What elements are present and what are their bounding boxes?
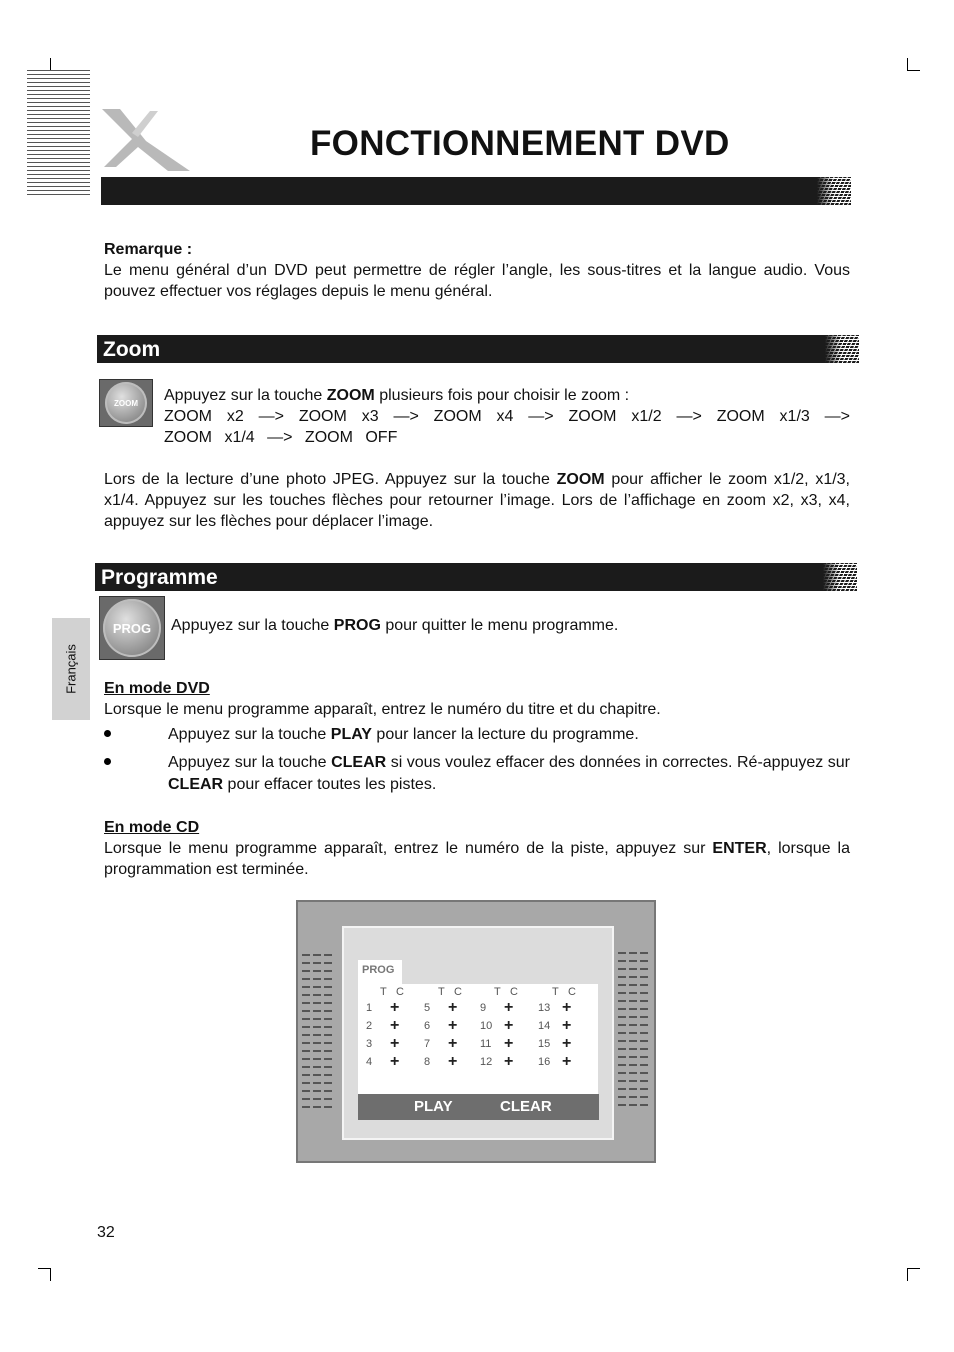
entry-cross-icon[interactable]: + — [562, 1017, 572, 1034]
tv-screen — [342, 926, 614, 1140]
dvd-mode-block — [104, 678, 850, 720]
grid-header-t: T — [438, 986, 445, 998]
crop-mark-bottom-right — [907, 1268, 920, 1281]
entry-cross-icon[interactable]: + — [448, 1053, 458, 1070]
track-number[interactable]: 7 — [424, 1038, 431, 1050]
grid-header-t: T — [494, 986, 501, 998]
cd-mode-text: Lorsque le menu programme apparaît, entrez le numéro de la piste, appuyez sur ENTER, lorsque la programmation est terminée. — [104, 840, 850, 878]
title-bar — [101, 177, 851, 205]
program-grid — [358, 984, 598, 1094]
dvd-mode-heading: En mode DVD — [104, 680, 210, 697]
entry-cross-icon[interactable]: + — [504, 1053, 514, 1070]
programme-heading-label: Programme — [101, 566, 218, 589]
entry-cross-icon[interactable]: + — [562, 999, 572, 1016]
grid-header-c: C — [396, 986, 404, 998]
bullet-play: Appuyez sur la touche PLAY pour lancer la lecture du programme. — [168, 726, 639, 743]
track-number[interactable]: 15 — [538, 1038, 551, 1050]
grid-header-c: C — [454, 986, 462, 998]
track-number[interactable]: 14 — [538, 1020, 551, 1032]
zoom-instructions: Appuyez sur la touche ZOOM plusieurs fois pour choisir le zoom : ZOOM x2 —> ZOOM x3 —> ZOOM x4 —> ZOOM x1/2 —> ZOOM x1/3 —> ZOOM x1/4 —> ZOOM OFF — [164, 387, 850, 446]
entry-cross-icon[interactable]: + — [504, 1035, 514, 1052]
track-number[interactable]: 16 — [538, 1056, 551, 1068]
track-number[interactable]: 2 — [366, 1020, 373, 1032]
crop-mark-top-right — [907, 58, 920, 71]
zoom-key: ZOOM — [326, 387, 375, 404]
screen-button-bar — [358, 1094, 599, 1120]
prog-button-icon — [99, 596, 165, 660]
remark-text: Le menu général d’un DVD peut permettre de régler l’angle, les sous-titres et la langue audio. Vous pouvez effectuer vos réglages depuis le menu général. — [104, 262, 850, 300]
screen-prog-tab: PROG — [358, 960, 402, 986]
program-screen-illustration — [296, 900, 656, 1163]
crop-mark-bottom-left — [38, 1268, 51, 1281]
cd-mode-block — [104, 817, 850, 880]
section-heading-zoom — [97, 335, 859, 363]
entry-cross-icon[interactable]: + — [448, 1035, 458, 1052]
language-side-tab: Français — [52, 618, 90, 720]
speaker-grille-left — [302, 954, 332, 1114]
track-number[interactable]: 1 — [366, 1002, 373, 1014]
screen-play-label: PLAY — [414, 1098, 453, 1115]
section-heading-programme — [95, 563, 857, 591]
entry-cross-icon[interactable]: + — [448, 1017, 458, 1034]
track-number[interactable]: 8 — [424, 1056, 431, 1068]
zoom-jpeg-paragraph: Lors de la lecture d’une photo JPEG. Appuyez sur la touche ZOOM pour afficher le zoom x1/2, x1/3, x1/4. Appuyez sur les touches flèches pour retourner l’image. Lors de l’affichage en zoom x2, x3, x4, appuyez sur les flèches pour déplacer l’image. — [104, 471, 851, 530]
dvd-mode-text: Lorsque le menu programme apparaît, entrez le numéro du titre et du chapitre. — [104, 701, 661, 718]
entry-cross-icon[interactable]: + — [390, 1017, 400, 1034]
cd-mode-heading: En mode CD — [104, 819, 200, 836]
entry-cross-icon[interactable]: + — [504, 1017, 514, 1034]
track-number[interactable]: 12 — [480, 1056, 493, 1068]
track-number[interactable]: 5 — [424, 1002, 431, 1014]
bullet-clear: Appuyez sur la touche CLEAR si vous voulez effacer des données in correctes. Ré-appuyez sur CLEAR pour effacer toutes les pistes. — [168, 754, 851, 793]
prog-intro: Appuyez sur la touche PROG pour quitter le menu programme. — [171, 617, 619, 634]
zoom-sequence: ZOOM x2 —> ZOOM x3 —> ZOOM x4 —> ZOOM x1/2 —> ZOOM x1/3 —> ZOOM x1/4 —> ZOOM OFF — [164, 408, 850, 446]
speaker-grille-right — [618, 952, 648, 1112]
track-number[interactable]: 3 — [366, 1038, 373, 1050]
page-title: FONCTIONNEMENT DVD — [310, 124, 730, 163]
zoom-button-label: ZOOM — [105, 382, 147, 424]
track-number[interactable]: 4 — [366, 1056, 373, 1068]
brand-x-logo-icon — [98, 105, 198, 177]
track-number[interactable]: 13 — [538, 1002, 551, 1014]
grid-header-t: T — [380, 986, 387, 998]
zoom-heading-label: Zoom — [103, 338, 161, 361]
zoom-button-icon — [99, 379, 153, 427]
grid-header-c: C — [510, 986, 518, 998]
entry-cross-icon[interactable]: + — [504, 999, 514, 1016]
grid-header-c: C — [568, 986, 576, 998]
track-number[interactable]: 10 — [480, 1020, 493, 1032]
track-number[interactable]: 6 — [424, 1020, 431, 1032]
bullet-dot — [104, 730, 111, 737]
track-number[interactable]: 9 — [480, 1002, 487, 1014]
decorative-stripes — [27, 70, 90, 198]
entry-cross-icon[interactable]: + — [390, 1053, 400, 1070]
bullet-dot — [104, 758, 111, 765]
entry-cross-icon[interactable]: + — [390, 999, 400, 1016]
grid-header-t: T — [552, 986, 559, 998]
entry-cross-icon[interactable]: + — [390, 1035, 400, 1052]
screen-clear-label: CLEAR — [500, 1098, 552, 1115]
page-number: 32 — [97, 1224, 115, 1241]
track-number[interactable]: 11 — [480, 1038, 492, 1050]
remark-label: Remarque : — [104, 241, 193, 258]
entry-cross-icon[interactable]: + — [448, 999, 458, 1016]
entry-cross-icon[interactable]: + — [562, 1053, 572, 1070]
remark-block — [104, 239, 850, 302]
entry-cross-icon[interactable]: + — [562, 1035, 572, 1052]
prog-button-label: PROG — [103, 599, 161, 657]
